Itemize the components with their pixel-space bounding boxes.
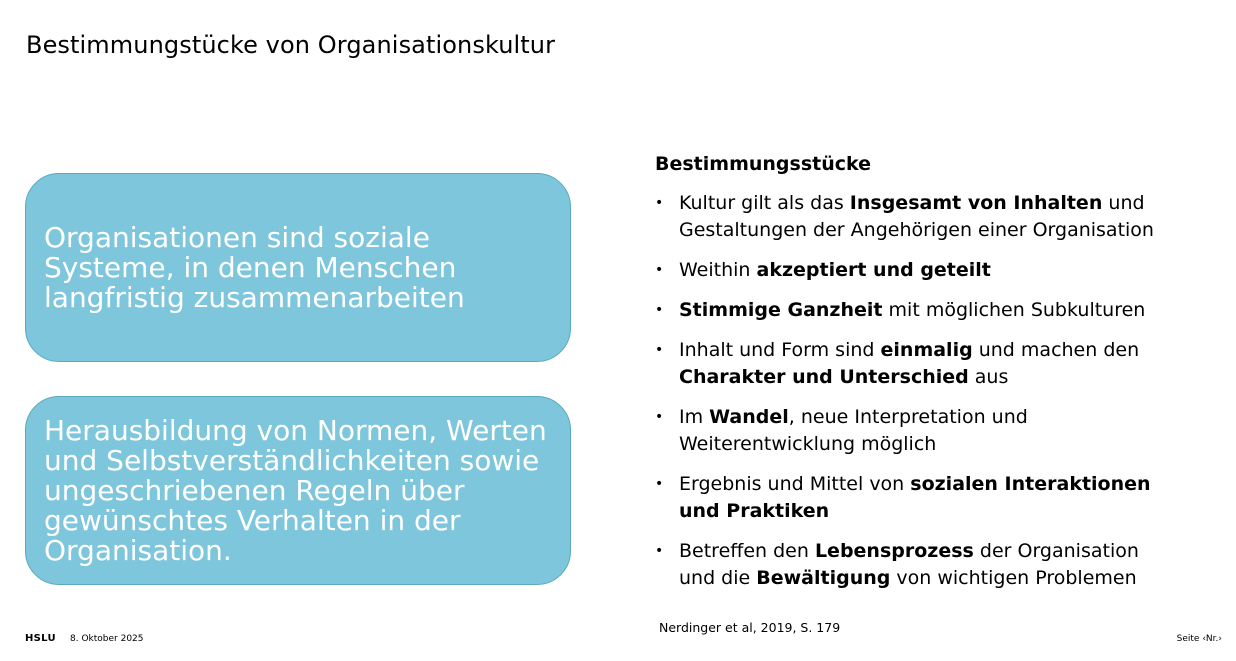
bullet-emphasis: einmalig — [880, 339, 973, 361]
concept-box-text — [44, 413, 547, 567]
bullet-item — [655, 297, 1215, 324]
concept-box-line: Systeme, in denen Menschen — [44, 250, 457, 284]
bullet-text: der Organisation — [973, 540, 1139, 562]
concept-box-text — [44, 220, 465, 314]
slide-title: Bestimmungstücke von Organisationskultur — [26, 31, 556, 59]
bullet-text: Inhalt und Form sind — [679, 339, 881, 361]
citation: Nerdinger et al, 2019, S. 179 — [659, 620, 841, 635]
bullet-text: mit möglichen Subkulturen — [882, 299, 1146, 321]
bullet-text: und machen den — [972, 339, 1140, 361]
bullet-emphasis: akzeptiert und geteilt — [756, 259, 991, 281]
concept-box-line: gewünschtes Verhalten in der — [44, 503, 461, 537]
bullet-emphasis: Charakter und Unterschied — [679, 366, 969, 388]
footer-date: 8. Oktober 2025 — [70, 634, 144, 644]
bullet-text: , neue Interpretation und — [788, 406, 1028, 428]
concept-box-line: ungeschriebenen Regeln über — [44, 473, 465, 507]
bullet-text: Weiterentwicklung möglich — [679, 433, 937, 455]
bullet-text: Gestaltungen der Angehörigen einer Organisation — [679, 219, 1154, 241]
footer-page-number: Seite ‹Nr.› — [1176, 634, 1222, 644]
bullet-text: Ergebnis und Mittel von — [679, 473, 911, 495]
bullet-text: und — [1102, 192, 1145, 214]
bestimmungsstuecke-panel — [655, 152, 1215, 605]
bullet-item — [655, 337, 1215, 391]
bullet-item — [655, 257, 1215, 284]
bullet-emphasis: Lebensprozess — [814, 540, 974, 562]
concept-box-line: und Selbstverständlichkeiten sowie — [44, 443, 540, 477]
bullet-emphasis: Wandel — [709, 406, 789, 428]
bullet-text: von wichtigen Problemen — [890, 567, 1137, 589]
bullet-emphasis: Stimmige Ganzheit — [679, 299, 883, 321]
bullet-text: Im — [679, 406, 710, 428]
bullet-text: aus — [968, 366, 1009, 388]
bullet-emphasis: Insgesamt von Inhalten — [849, 192, 1103, 214]
concept-box-social-systems — [25, 173, 571, 362]
panel-heading: Bestimmungsstücke — [655, 153, 872, 175]
bullet-item — [655, 471, 1215, 525]
bullet-text: Betreffen den — [679, 540, 815, 562]
concept-box-line: Organisation. — [44, 533, 232, 567]
bullet-item — [655, 190, 1215, 244]
concept-box-line: Organisationen sind soziale — [44, 220, 430, 254]
bullet-text: und die — [679, 567, 757, 589]
concept-box-line: Herausbildung von Normen, Werten — [44, 413, 547, 447]
concept-box-line: langfristig zusammenarbeiten — [44, 280, 465, 314]
bullet-list — [655, 190, 1215, 592]
bullet-emphasis: und Praktiken — [679, 500, 830, 522]
concept-box-norms-values — [25, 396, 571, 585]
bullet-emphasis: sozialen Interaktionen — [910, 473, 1151, 495]
bullet-text: Weithin — [679, 259, 757, 281]
bullet-text: Kultur gilt als das — [679, 192, 850, 214]
bullet-item — [655, 538, 1215, 592]
hslu-logo: HSLU — [25, 633, 56, 644]
bullet-emphasis: Bewältigung — [756, 567, 891, 589]
bullet-item — [655, 404, 1215, 458]
